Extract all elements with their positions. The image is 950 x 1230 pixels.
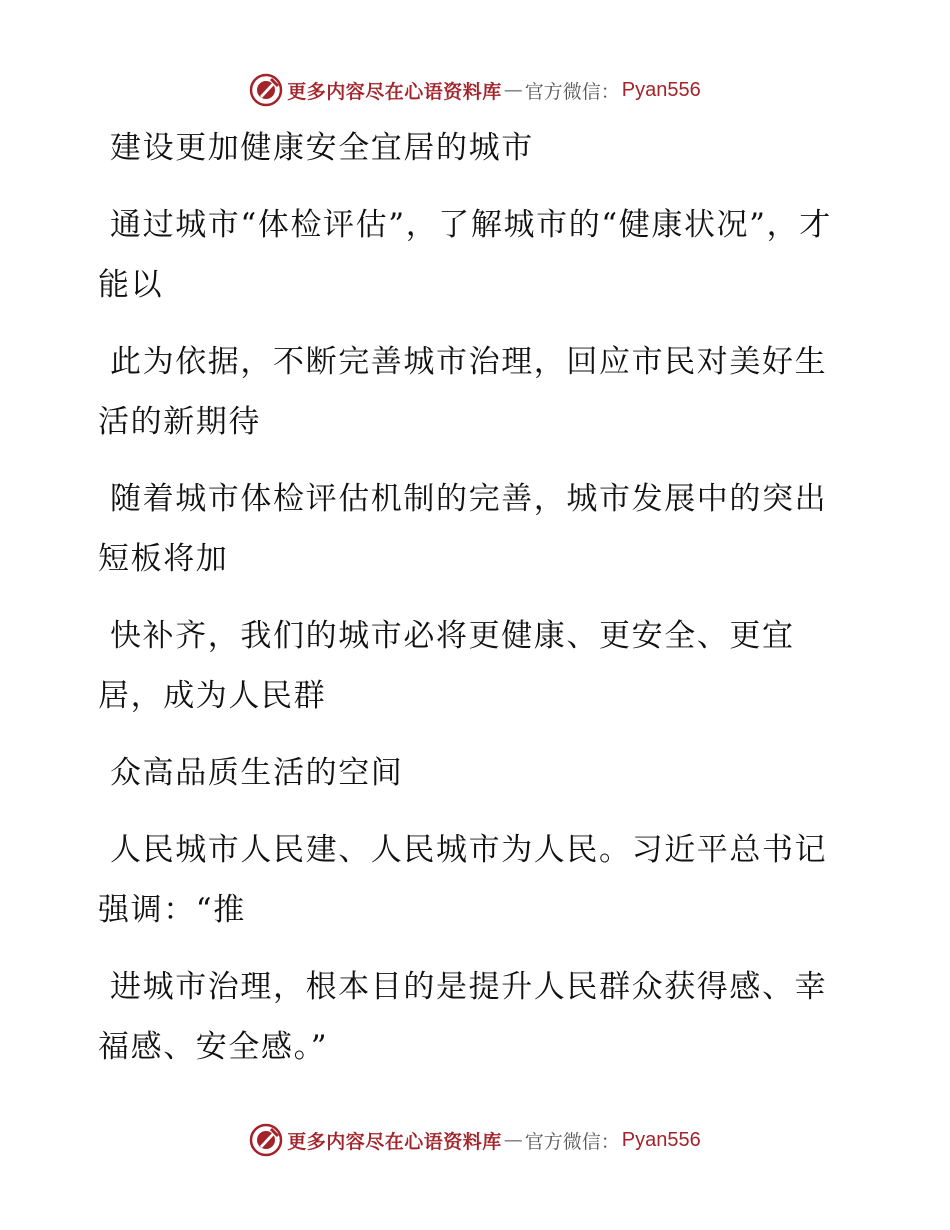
- footer-site-name: 更多内容尽在心语资料库: [287, 1130, 502, 1153]
- paragraph-4: 随着城市体检评估机制的完善，城市发展中的突出短板将加: [98, 481, 828, 577]
- pen-logo-icon: [249, 1123, 283, 1157]
- paragraph-3: 此为依据，不断完善城市治理，回应市民对美好生活的新期待: [98, 344, 828, 440]
- header-watermark: [0, 70, 950, 110]
- paragraph-5: 快补齐，我们的城市必将更健康、更安全、更宜居，成为人民群: [98, 618, 795, 714]
- paragraph-7: 人民城市人民建、人民城市为人民。习近平总书记强调：“推: [98, 832, 828, 928]
- document-body: [98, 118, 838, 1094]
- paragraph-1: 建设更加健康安全宜居的城市: [110, 130, 534, 166]
- header-wechat-id: Pyan556: [621, 78, 701, 101]
- header-dash: —: [503, 79, 523, 101]
- pen-logo-icon: [249, 73, 283, 107]
- footer-watermark: [0, 1120, 950, 1160]
- paragraph-2: 通过城市“体检评估”，了解城市的“健康状况”，才能以: [98, 207, 832, 303]
- header-wechat-label: 官方微信：: [524, 80, 620, 103]
- footer-wechat-label: 官方微信：: [524, 1130, 620, 1153]
- footer-wechat-id: Pyan556: [621, 1128, 701, 1151]
- footer-dash: —: [503, 1129, 523, 1151]
- paragraph-8: 进城市治理，根本目的是提升人民群众获得感、幸福感、安全感。”: [98, 969, 828, 1065]
- paragraph-6: 众高品质生活的空间: [110, 755, 404, 791]
- header-site-name: 更多内容尽在心语资料库: [287, 80, 502, 103]
